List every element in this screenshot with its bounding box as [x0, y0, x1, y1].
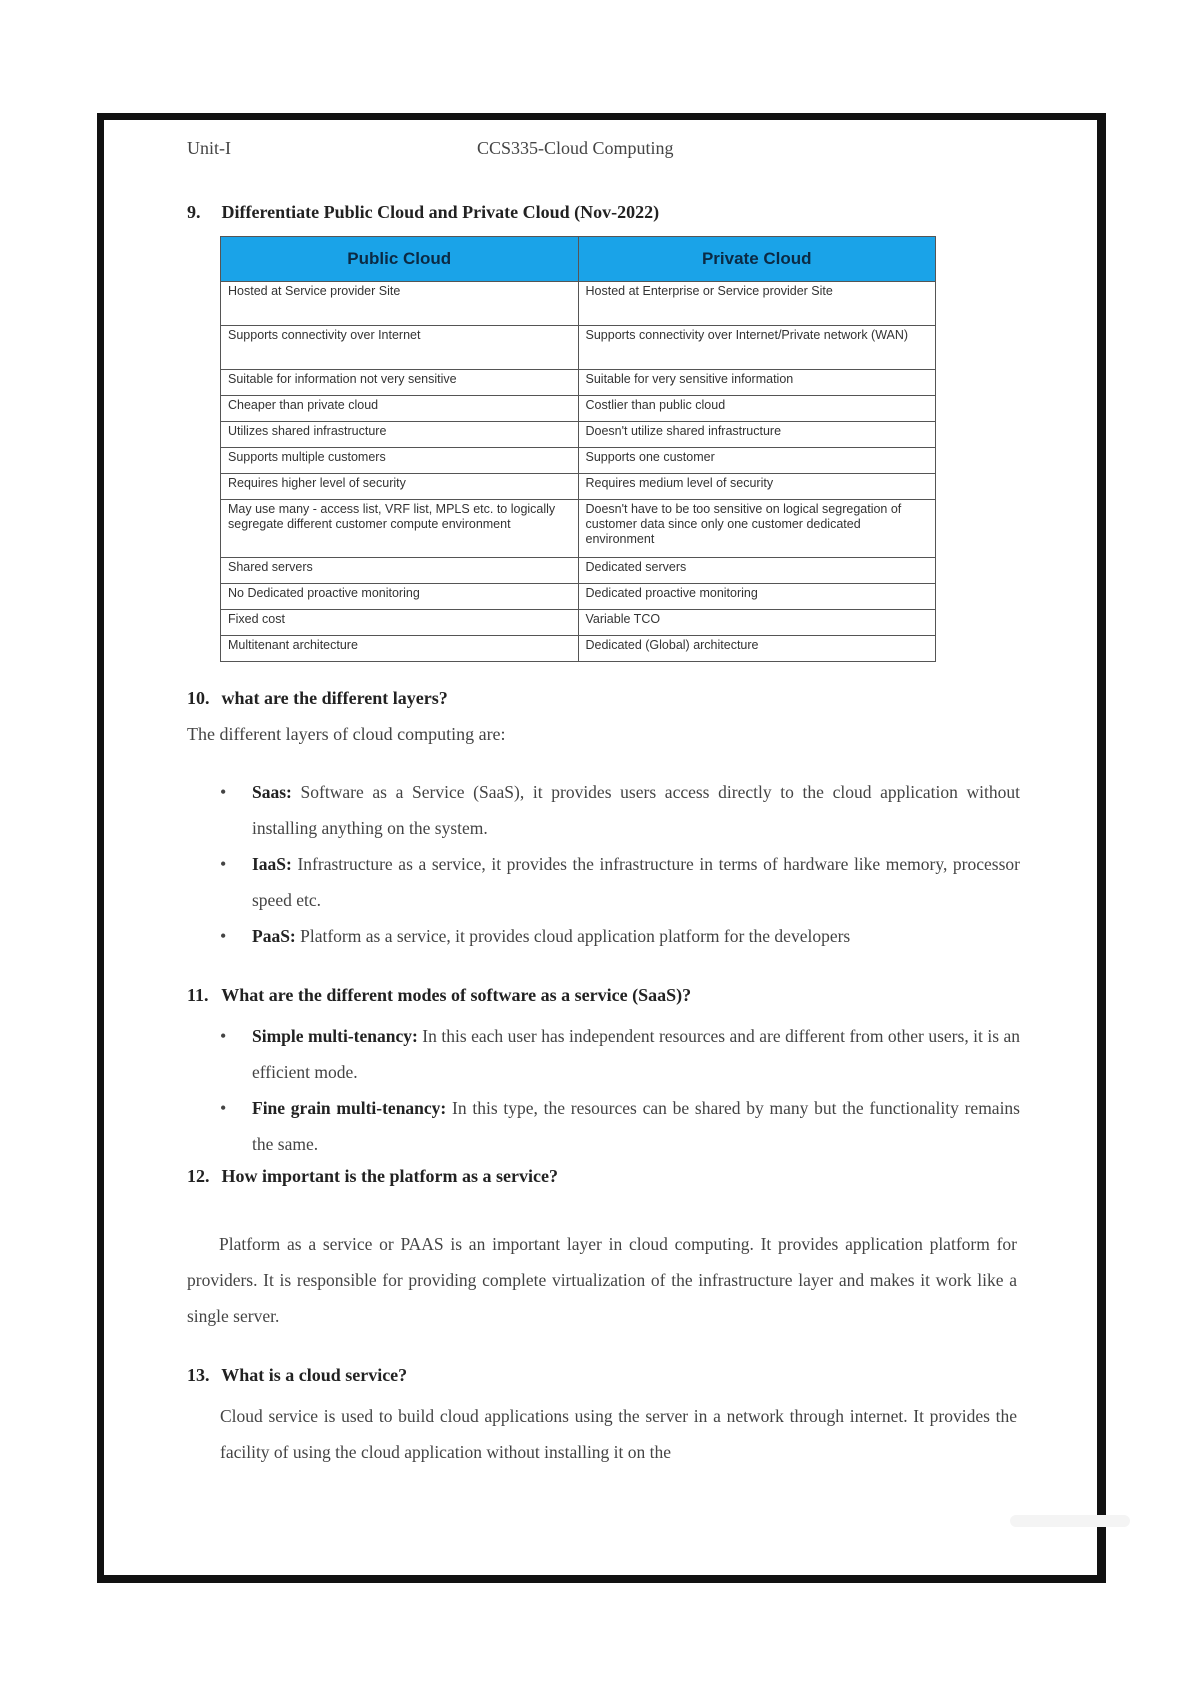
- term-description: Software as a Service (SaaS), it provides users access directly to the cloud application without installing anything on the system.: [252, 782, 1020, 838]
- table-row: [221, 584, 936, 610]
- term-label: Simple multi-tenancy:: [252, 1026, 418, 1046]
- question-11-heading: [187, 985, 691, 1006]
- bullet-icon: •: [220, 782, 227, 802]
- question-number: 13.: [187, 1365, 210, 1385]
- table-cell: Doesn't utilize shared infrastructure: [578, 422, 936, 448]
- term-description: Platform as a service, it provides cloud application platform for the developers: [295, 926, 851, 946]
- table-row: [221, 636, 936, 662]
- table-cell: Requires medium level of security: [578, 474, 936, 500]
- comparison-table: [220, 236, 936, 662]
- question-number: 9.: [187, 202, 201, 222]
- table-cell: Dedicated servers: [578, 558, 936, 584]
- bullet-icon: •: [220, 854, 227, 874]
- layers-list: [220, 774, 1020, 954]
- question-title: What are the different modes of software as a service (SaaS)?: [221, 985, 692, 1005]
- term-label: Saas:: [252, 782, 292, 802]
- term-label: PaaS:: [252, 926, 296, 946]
- watermark: [1010, 1515, 1130, 1527]
- question-10-heading: [187, 688, 448, 709]
- table-cell: Fixed cost: [221, 610, 579, 636]
- question-number: 11.: [187, 985, 209, 1005]
- term-description: In this type, the resources can be shared by many but the functionality remains the same.: [252, 1098, 1020, 1154]
- table-cell: No Dedicated proactive monitoring: [221, 584, 579, 610]
- table-cell: Dedicated (Global) architecture: [578, 636, 936, 662]
- table-row: [221, 474, 936, 500]
- paas-paragraph: Platform as a service or PAAS is an important layer in cloud computing. It provides application platform for providers. It is responsible for providing complete virtualization of the infrastructure layer and makes it work like a single server.: [187, 1234, 1017, 1326]
- question-title: How important is the platform as a service?: [221, 1166, 558, 1186]
- question-title: What is a cloud service?: [221, 1365, 408, 1385]
- list-item: [220, 1018, 1020, 1090]
- table-row: [221, 500, 936, 558]
- table-cell: Variable TCO: [578, 610, 936, 636]
- list-item: [220, 846, 1020, 918]
- list-item: [220, 774, 1020, 846]
- table-cell: Suitable for very sensitive information: [578, 370, 936, 396]
- table-cell: Supports one customer: [578, 448, 936, 474]
- table-cell: Hosted at Enterprise or Service provider Site: [578, 282, 936, 326]
- column-header-public: Public Cloud: [221, 237, 579, 282]
- question-number: 10.: [187, 688, 210, 708]
- term-label: Fine grain multi-tenancy:: [252, 1098, 447, 1118]
- question-9-heading: [187, 202, 659, 223]
- table-row: [221, 326, 936, 370]
- table-cell: Shared servers: [221, 558, 579, 584]
- table-cell: Utilizes shared infrastructure: [221, 422, 579, 448]
- layers-intro: The different layers of cloud computing are:: [187, 724, 506, 744]
- term-description: In this each user has independent resources and are different from other users, it is an efficient mode.: [252, 1026, 1020, 1082]
- cloud-service-paragraph: Cloud service is used to build cloud applications using the server in a network through internet. It provides the facility of using the cloud application without installing it on the: [220, 1406, 1017, 1462]
- table-cell: Costlier than public cloud: [578, 396, 936, 422]
- table-row: [221, 422, 936, 448]
- question-12-heading: [187, 1166, 558, 1187]
- term-label: IaaS:: [252, 854, 292, 874]
- table-row: [221, 610, 936, 636]
- bullet-icon: •: [220, 1026, 227, 1046]
- table-cell: Multitenant architecture: [221, 636, 579, 662]
- table-cell: Dedicated proactive monitoring: [578, 584, 936, 610]
- saas-modes-list: [220, 1018, 1020, 1162]
- list-item: [220, 918, 1020, 954]
- table-header-row: [221, 237, 936, 282]
- table-row: [221, 282, 936, 326]
- question-title: what are the different layers?: [221, 688, 448, 708]
- bullet-icon: •: [220, 1098, 227, 1118]
- question-number: 12.: [187, 1166, 210, 1186]
- table-cell: Supports connectivity over Internet/Private network (WAN): [578, 326, 936, 370]
- table-cell: Suitable for information not very sensitive: [221, 370, 579, 396]
- table-row: [221, 558, 936, 584]
- table-cell: Supports multiple customers: [221, 448, 579, 474]
- question-13-heading: [187, 1365, 407, 1386]
- list-item: [220, 1090, 1020, 1162]
- table-cell: May use many - access list, VRF list, MPLS etc. to logically segregate different customer compute environment: [221, 500, 579, 558]
- table-cell: Cheaper than private cloud: [221, 396, 579, 422]
- course-title: CCS335-Cloud Computing: [477, 138, 674, 158]
- table-row: [221, 396, 936, 422]
- question-title: Differentiate Public Cloud and Private Cloud (Nov-2022): [221, 202, 660, 222]
- table-cell: Supports connectivity over Internet: [221, 326, 579, 370]
- bullet-icon: •: [220, 926, 227, 946]
- table-row: [221, 448, 936, 474]
- table-row: [221, 370, 936, 396]
- table-cell: Doesn't have to be too sensitive on logical segregation of customer data since only one customer dedicated environment: [578, 500, 936, 558]
- table-cell: Hosted at Service provider Site: [221, 282, 579, 326]
- column-header-private: Private Cloud: [578, 237, 936, 282]
- term-description: Infrastructure as a service, it provides the infrastructure in terms of hardware like memory, processor speed etc.: [252, 854, 1020, 910]
- table-cell: Requires higher level of security: [221, 474, 579, 500]
- unit-label: Unit-I: [187, 138, 231, 158]
